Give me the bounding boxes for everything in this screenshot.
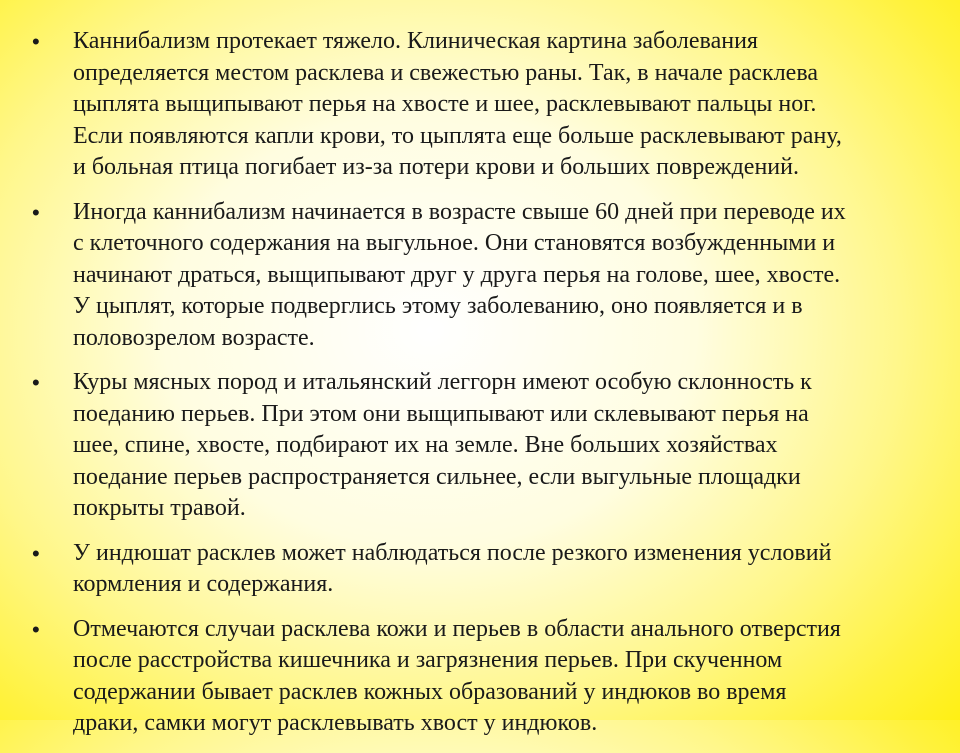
paragraph-line: половозрелом возрасте.: [73, 324, 315, 351]
bullet-icon: •: [32, 616, 40, 642]
paragraph-line: У цыплят, которые подверглись этому заболеванию, оно появляется и в: [73, 293, 803, 319]
paragraph-line: кормления и содержания.: [73, 571, 334, 597]
paragraph-line: У индюшат расклев может наблюдаться после резкого изменения условий: [73, 539, 832, 566]
bullet-icon: •: [32, 29, 40, 54]
paragraph-line: драки, самки могут расклевывать хвост у индюков.: [73, 710, 598, 736]
paragraph-line: покрыты травой.: [73, 495, 246, 521]
paragraph-line: поедание перьев распространяется сильнее, если выгульные площадки: [73, 463, 801, 490]
bullet-icon: •: [32, 540, 40, 566]
bullet-item-5: [32, 614, 940, 740]
paragraph-line: поеданию перьев. При этом они выщипывают или склевывают перья на: [73, 400, 809, 427]
paragraph-line: начинают драться, выщипывают друг у друга перья на голове, шее, хвосте.: [73, 261, 841, 288]
bullet-icon: •: [32, 370, 40, 395]
paragraph-line: Куры мясных пород и итальянский леггорн имеют особую склонность к: [73, 369, 812, 395]
bullet-icon: •: [32, 199, 40, 225]
paragraph-line: цыплята выщипывают перья на хвосте и шее, расклевывают пальцы ног.: [73, 91, 817, 117]
paragraph-line: с клеточного содержания на выгульное. Они становятся возбужденными и: [73, 230, 836, 256]
paragraph-line: определяется местом расклева и свежестью раны. Так, в начале расклева: [73, 59, 818, 86]
bullet-item-2: [32, 197, 940, 355]
paragraph-line: Отмечаются случаи расклева кожи и перьев в области анального отверстия: [73, 615, 841, 642]
bullet-list: [32, 26, 940, 753]
bullet-item-3: [32, 367, 940, 525]
paragraph-line: Каннибализм протекает тяжело. Клиническая картина заболевания: [73, 28, 758, 54]
paragraph-line: Иногда каннибализм начинается в возрасте свыше 60 дней при переводе их: [73, 198, 846, 225]
bullet-item-1: [32, 26, 940, 184]
paragraph-line: содержании бывает расклев кожных образований у индюков во время: [73, 678, 787, 705]
paragraph-line: после расстройства кишечника и загрязнения перьев. При скученном: [73, 647, 783, 673]
paragraph-line: шее, спине, хвосте, подбирают их на земле. Вне больших хозяйствах: [73, 432, 778, 458]
bullet-item-4: [32, 538, 940, 601]
paragraph-line: Если появляются капли крови, то цыплята еще больше расклевывают рану,: [73, 122, 842, 149]
paragraph-line: и больная птица погибает из-за потери крови и больших повреждений.: [73, 154, 799, 180]
